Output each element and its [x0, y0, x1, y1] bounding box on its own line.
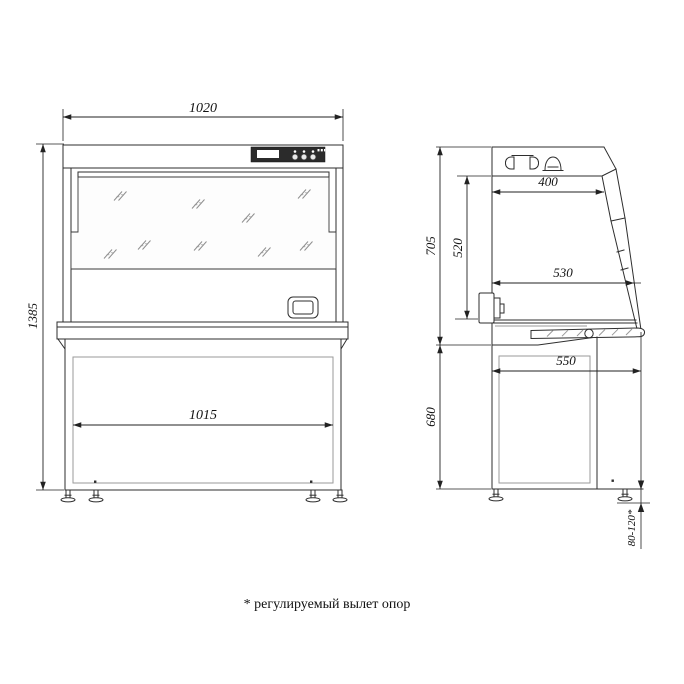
indicator-led	[303, 150, 306, 153]
panel-button	[310, 154, 316, 160]
control-panel	[251, 147, 325, 162]
indicator-led	[294, 150, 297, 153]
bolt-dot	[310, 481, 312, 483]
glass-sash	[71, 172, 336, 269]
dim-label-front-inner-width: 1015	[189, 408, 217, 423]
sash-handle	[288, 297, 318, 318]
panel-mark	[318, 149, 320, 151]
dim-label-side-stand-depth: 550	[556, 353, 576, 368]
side-view	[423, 147, 650, 549]
footnote: * регулируемый вылет опор	[243, 597, 411, 612]
dim-label-front-height: 1385	[25, 303, 40, 329]
dim-label-front-width: 1020	[189, 101, 217, 116]
uv-lamp-icon	[543, 157, 563, 171]
dim-label-side-chamber-height: 520	[450, 238, 465, 258]
dim-label-side-top-depth: 400	[538, 174, 558, 189]
bolt-dot	[94, 481, 96, 483]
sash-frame-profile	[602, 169, 625, 221]
dim-front-width	[63, 101, 343, 141]
side-work-surface	[492, 320, 645, 339]
side-sash	[602, 169, 641, 330]
panel-mark	[321, 149, 323, 151]
dim-side-top-depth	[492, 174, 604, 192]
leveling-foot	[618, 489, 632, 501]
rear-socket-box	[479, 293, 504, 323]
armrest	[531, 328, 645, 339]
dim-front-inner-width	[73, 408, 333, 425]
armrest-knob	[585, 329, 593, 337]
lamp-bracket-icon	[530, 157, 539, 169]
display	[257, 150, 279, 158]
leveling-foot	[333, 490, 347, 502]
lamp-symbols	[506, 156, 564, 171]
panel-mark	[324, 149, 325, 151]
panel-button	[301, 154, 307, 160]
leveling-foot	[489, 489, 503, 501]
dim-label-side-stand-height: 680	[423, 407, 438, 427]
leveling-foot	[89, 490, 103, 502]
glass-panel	[71, 177, 336, 269]
side-body	[492, 147, 641, 345]
indicator-led	[312, 150, 315, 153]
dim-label-feet-adjust: 80-120*	[626, 509, 638, 547]
side-stand-inner-frame	[499, 356, 590, 483]
bolt-dot	[612, 480, 614, 482]
work-surface	[57, 322, 348, 349]
dim-side-work-depth	[492, 265, 641, 283]
lamp-bracket-icon	[506, 157, 515, 169]
dim-label-side-work-depth: 530	[553, 265, 573, 280]
dim-side-stand-height	[423, 345, 491, 489]
leveling-foot	[306, 490, 320, 502]
front-view	[25, 101, 348, 502]
leveling-foot	[61, 490, 75, 502]
dim-feet-adjust	[617, 481, 650, 547]
dim-label-side-body-height: 705	[423, 236, 438, 256]
dim-front-height	[25, 144, 64, 490]
panel-button	[292, 154, 298, 160]
